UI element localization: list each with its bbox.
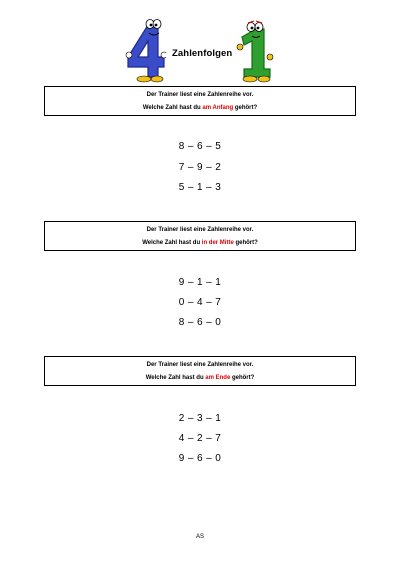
number-series: 4 – 2 – 7 [178,433,222,444]
instruction-text: Welche Zahl hast du [142,105,203,111]
number-series: 2 – 3 – 1 [178,413,222,424]
page-title: Zahlenfolgen [172,48,233,59]
number-series: 0 – 4 – 7 [178,297,222,308]
instruction-line-1: Der Trainer liest eine Zahlenreihe vor. [146,227,254,233]
cartoon-number-four-icon [124,17,166,83]
number-series: 9 – 6 – 0 [178,453,222,464]
footer-initials: AS [195,534,204,540]
instruction-line-2 [45,375,355,381]
number-series: 8 – 6 – 5 [178,141,222,152]
instruction-text: gehört? [233,105,258,111]
number-series: 5 – 1 – 3 [178,182,222,193]
instruction-box-end [44,356,356,386]
instruction-line-2 [45,240,355,246]
instruction-highlight: am Anfang [202,105,234,111]
instruction-box-middle [44,221,356,251]
instruction-line-1: Der Trainer liest eine Zahlenreihe vor. [146,362,254,368]
number-series: 7 – 9 – 2 [178,162,222,173]
instruction-highlight: am Ende [205,375,231,381]
instruction-text: gehört? [233,240,258,246]
instruction-text: gehört? [230,375,255,381]
instruction-highlight: in der Mitte [201,240,234,246]
number-series: 8 – 6 – 0 [178,317,222,328]
instruction-line-1: Der Trainer liest eine Zahlenreihe vor. [146,92,254,98]
number-series: 9 – 1 – 1 [178,277,222,288]
instruction-text: Welche Zahl hast du [145,375,206,381]
instruction-line-2 [45,105,355,111]
header [0,14,400,78]
instruction-box-start [44,86,356,116]
instruction-text: Welche Zahl hast du [142,240,202,246]
cartoon-number-one-icon [234,17,276,83]
